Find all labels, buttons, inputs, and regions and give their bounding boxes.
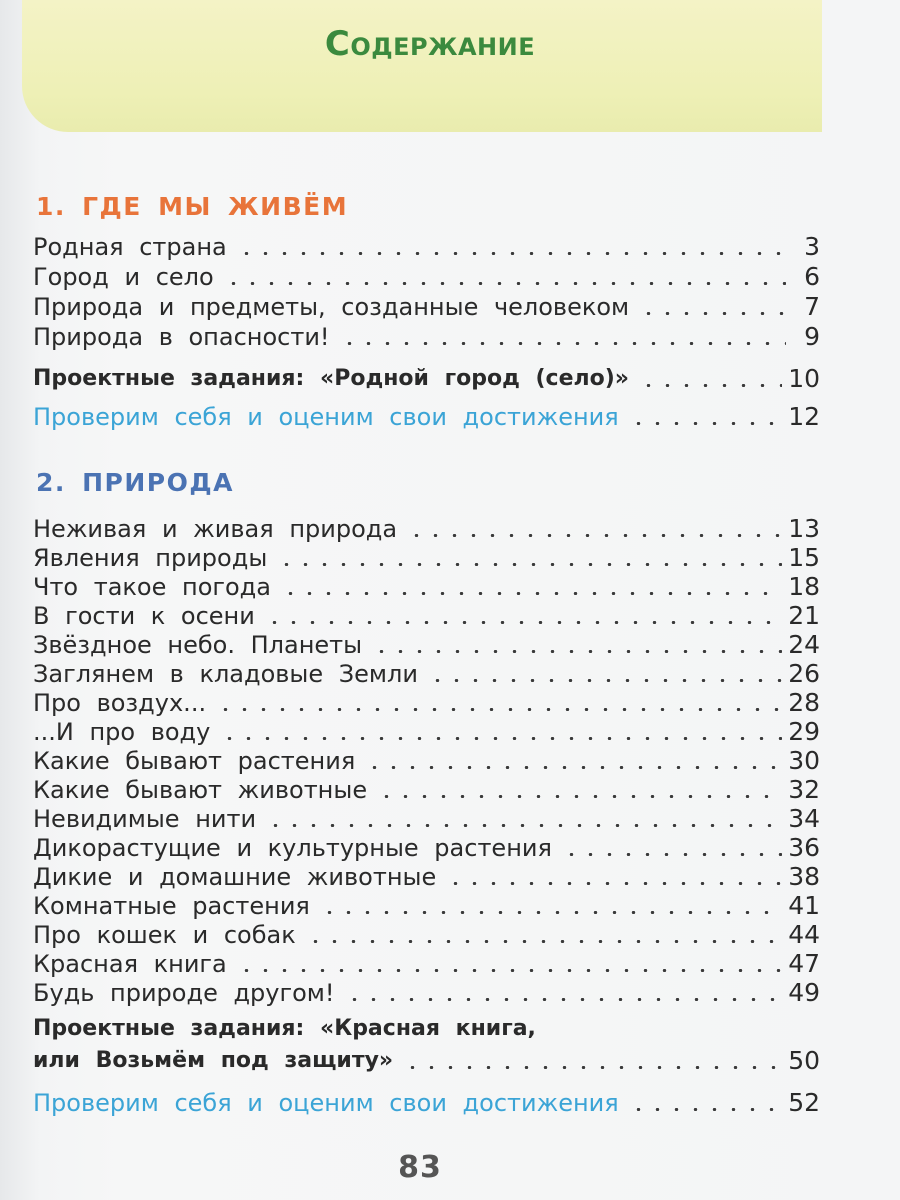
dot-leader [629,1108,782,1111]
toc-entry[interactable] [33,773,820,803]
section-heading-1: 1. ГДЕ МЫ ЖИВЁМ [36,192,349,221]
entry-page: 38 [788,862,820,891]
dot-leader [372,650,782,653]
entry-title: Дикие и домашние животные [33,863,437,891]
toc-entry[interactable] [33,744,820,774]
entry-page: 7 [804,292,820,321]
entry-title: Звёздное небо. Планеты [33,631,363,659]
entry-page: 44 [788,920,820,949]
entry-title: Природа в опасности! [33,323,330,351]
page-number: 83 [398,1150,442,1185]
toc-entry[interactable] [33,570,820,600]
dot-leader [639,384,782,387]
dot-leader [639,312,786,315]
entry-page: 28 [788,688,820,717]
entry-page: 21 [788,601,820,630]
toc-entry[interactable] [33,947,820,977]
dot-leader [562,853,782,856]
entry-page: 15 [788,543,820,572]
entry-title: Проверим себя и оценим свои достижения [33,403,619,431]
entry-title: Будь природе другом! [33,979,335,1007]
entry-title: Заглянем в кладовые Земли [33,660,418,688]
entry-page: 12 [788,402,820,431]
entry-title: Что такое погода [33,573,271,601]
toc-entry-check[interactable] [33,1086,820,1116]
dot-leader [281,592,782,595]
dot-leader [306,940,782,943]
dot-leader [629,422,782,425]
dot-leader [345,998,783,1001]
dot-leader [237,969,782,972]
toc-entry[interactable] [33,512,820,542]
entry-title: Комнатные растения [33,892,310,920]
toc-entry[interactable] [33,831,820,861]
entry-page: 36 [788,833,820,862]
entry-title: Про воздух... [33,689,207,717]
entry-page: 10 [788,364,820,393]
entry-page: 41 [788,891,820,920]
toc-entry[interactable] [33,290,820,320]
entry-title: Какие бывают растения [33,747,356,775]
dot-leader [340,342,786,345]
entry-title: Невидимые нити [33,805,257,833]
entry-title: Природа и предметы, созданные человеком [33,293,630,321]
dot-leader [320,911,782,914]
toc-entry[interactable] [33,260,820,290]
toc-entry-project[interactable] [33,1044,820,1074]
entry-page: 47 [788,949,820,978]
dot-leader [216,708,782,711]
dot-leader [266,824,782,827]
entry-page: 49 [788,978,820,1007]
entry-page: 29 [788,717,820,746]
entry-title: Родная страна [33,233,227,261]
dot-leader [265,621,782,624]
entry-title: Дикорастущие и культурные растения [33,834,552,862]
entry-page: 52 [788,1088,820,1117]
toc-entry[interactable] [33,657,820,687]
entry-title: Проектные задания: «Родной город (село)» [33,366,630,391]
dot-leader [403,1066,782,1069]
dot-leader [224,282,786,285]
dot-leader [377,795,782,798]
entry-page: 6 [804,262,820,291]
entry-title: Проверим себя и оценим свои достижения [33,1089,619,1117]
section-heading-2: 2. ПРИРОДА [36,468,234,497]
entry-page: 26 [788,659,820,688]
dot-leader [428,679,782,682]
entry-title: или Возьмём под защиту» [33,1048,394,1073]
entry-page: 13 [788,514,820,543]
toc-entry[interactable] [33,918,820,948]
toc-entry[interactable] [33,976,820,1006]
toc-entry[interactable] [33,628,820,658]
toc-entry-check[interactable] [33,400,820,430]
dot-leader [446,882,782,885]
header-band [22,0,822,132]
page-title: Содержание [324,24,536,64]
toc-entry[interactable] [33,802,820,832]
toc-entry-project[interactable] [33,362,820,392]
dot-leader [237,252,786,255]
entry-page: 30 [788,746,820,775]
entry-page: 34 [788,804,820,833]
entry-title: Город и село [33,263,214,291]
entry-title: Красная книга [33,950,227,978]
entry-title: Про кошек и собак [33,921,296,949]
dot-leader [407,534,782,537]
dot-leader [277,563,782,566]
entry-title: Явления природы [33,544,268,572]
toc-entry[interactable] [33,889,820,919]
dot-leader [220,737,782,740]
entry-title: Неживая и живая природа [33,515,398,543]
entry-page: 50 [788,1046,820,1075]
toc-entry[interactable] [33,860,820,890]
toc-entry[interactable] [33,599,820,629]
entry-title: ...И про воду [33,718,211,746]
entry-title: Какие бывают животные [33,776,368,804]
entry-title: В гости к осени [33,602,255,630]
dot-leader [365,766,782,769]
toc-entry[interactable] [33,686,820,716]
toc-entry[interactable] [33,715,820,745]
entry-page: 3 [804,232,820,261]
toc-entry[interactable] [33,230,820,260]
entry-page: 9 [804,322,820,351]
toc-entry[interactable] [33,541,820,571]
toc-entry[interactable] [33,320,820,350]
entry-page: 32 [788,775,820,804]
entry-page: 18 [788,572,820,601]
entry-page: 24 [788,630,820,659]
toc-entry-project-line1[interactable]: Проектные задания: «Красная книга, [33,1016,536,1041]
